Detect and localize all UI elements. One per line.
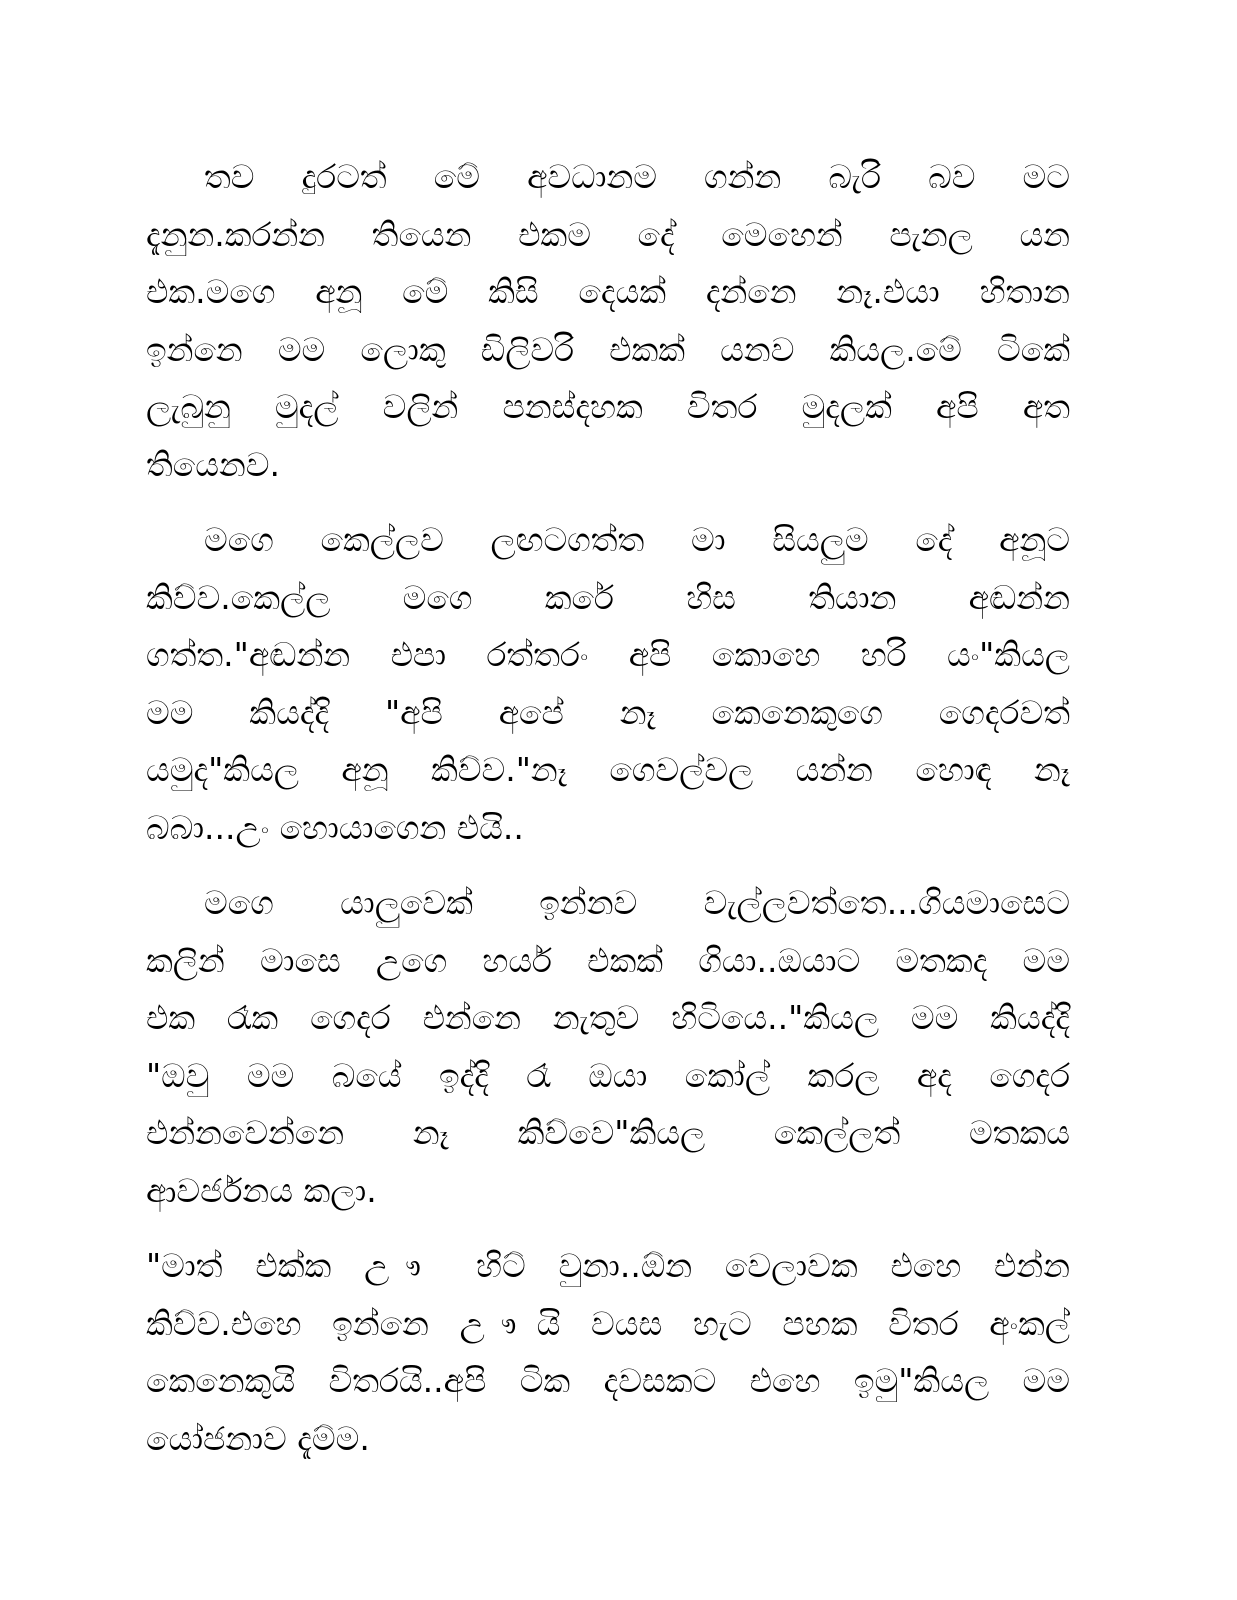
text-line: දැනුන.කරන්න තියෙන එකම දේ මෙහෙන් පැනල යන [146, 214, 1070, 254]
text-line: යමුද"කියල අනූ කිව්ව."නෑ ගෙවල්වල යන්න හොඳ නෑ [146, 750, 1070, 789]
text-line: තියෙනව. [146, 444, 281, 484]
text-line: කෙනෙකුයි විතරයි..අපි ටික දවසකට එහෙ ඉමු"කියල මම [146, 1361, 1070, 1400]
text-line: යෝජනාව දැම්ම. [146, 1418, 370, 1458]
text-line: ඉන්නෙ මම ලොකු ඩිලිවරි එකක් යනව කියල.මේ ටිකේ [146, 329, 1070, 369]
text-line: ගත්ත."අඬන්න එපා රත්තරං අපි කොහෙ හරි යං"කියල [146, 635, 1070, 674]
text-line: ලැබුනු මුදල් වලින් පනස්දහක විතර මුදලක් අපි අත [146, 387, 1070, 426]
text-line: කිව්ව.එහෙ ඉන්නෙ උ ෟයි වයස හැට පහක විතර අංකල් [146, 1303, 1070, 1343]
text-line: කලින් මාසෙ උගෙ හයර් එකක් ගියා..ඔයාට මතකද මම [146, 940, 1070, 980]
text-line: මම කියද්දි "අපි අපේ නෑ කෙනෙකුගෙ ගෙදරවත් [146, 692, 1070, 732]
text-line: බබා...උං හොයාගෙන එයි.. [146, 807, 524, 847]
text-line: කිව්ව.කෙල්ල මගෙ කරේ හිස තියාන අඬන්න [146, 577, 1070, 617]
text-line: ආවර්ජනය කලා. [146, 1170, 377, 1210]
body-text [146, 148, 1070, 1485]
text-line: "ඔවු මම බයේ ඉද්දි රෑ ඔයා කෝල් කරල අද ගෙදර [146, 1055, 1070, 1095]
text-line: එක.මගෙ අනූ මේ කිසි දෙයක් දන්නෙ නෑ.එයා හිතාන [146, 272, 1070, 311]
paragraph-1 [146, 148, 1070, 493]
paragraph-3 [146, 874, 1070, 1219]
text-line: එන්නවෙන්නෙ නෑ කිව්වෙ"කියල කෙල්ලත් මතකය [146, 1113, 1070, 1152]
paragraph-2 [146, 511, 1070, 856]
text-line: එක රෑක ගෙදර එන්නෙ නැතුව හිටියෙ.."කියල මම කියද්දි [146, 998, 1070, 1037]
text-line: "මාත් එක්ක උ ෟ හිට් වුනා..ඕන වෙලාවක එහෙ එන්න [146, 1246, 1070, 1285]
text-line: මගෙ යාලුවෙක් ඉන්නව වැල්ලවත්තෙ...ගියමාසෙට [204, 883, 1070, 922]
text-line: මගෙ කෙල්ලව ලඟටගත්ත මා සියලුම දේ අනූට [204, 520, 1070, 559]
paragraph-4 [146, 1237, 1070, 1467]
text-line: තව දුරටත් මේ අවධානම ගන්න බැරි බව මට [204, 157, 1070, 196]
